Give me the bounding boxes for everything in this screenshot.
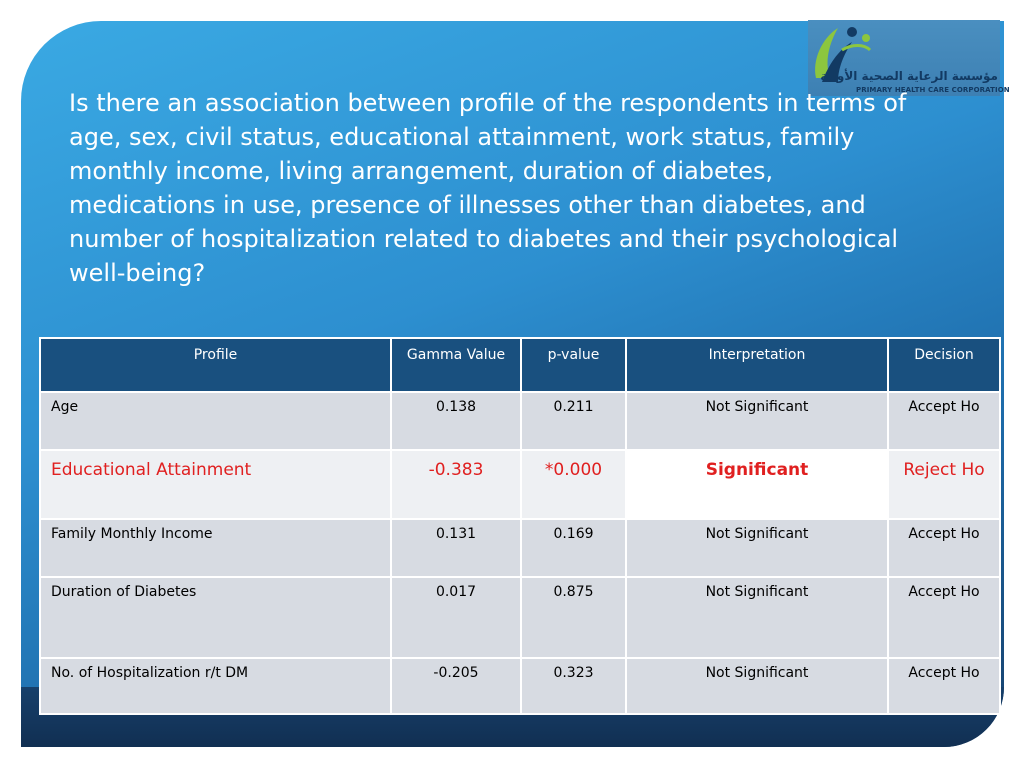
cell-decision: Accept Ho	[888, 658, 1000, 714]
cell-decision: Accept Ho	[888, 577, 1000, 658]
cell-gamma: -0.205	[391, 658, 521, 714]
cell-profile: Family Monthly Income	[40, 519, 391, 577]
cell-gamma: 0.138	[391, 392, 521, 450]
logo-arabic-name: مؤسسة الرعاية الصحية الأولية	[820, 69, 998, 83]
cell-gamma: 0.131	[391, 519, 521, 577]
header-decision: Decision	[888, 338, 1000, 392]
cell-profile: No. of Hospitalization r/t DM	[40, 658, 391, 714]
table-row	[40, 519, 1000, 577]
header-p-value: p-value	[521, 338, 626, 392]
header-gamma-value: Gamma Value	[391, 338, 521, 392]
cell-p-value: 0.323	[521, 658, 626, 714]
phcc-logo-icon	[808, 20, 1010, 96]
cell-interpretation: Not Significant	[626, 392, 888, 450]
cell-interpretation: Not Significant	[626, 658, 888, 714]
cell-gamma: -0.383	[391, 450, 521, 519]
cell-profile: Duration of Diabetes	[40, 577, 391, 658]
table-row	[40, 658, 1000, 714]
results-table	[39, 337, 1001, 715]
phcc-logo	[808, 20, 1010, 96]
cell-gamma: 0.017	[391, 577, 521, 658]
cell-decision: Accept Ho	[888, 392, 1000, 450]
logo-english-name: PRIMARY HEALTH CARE CORPORATION	[856, 86, 1010, 94]
header-profile: Profile	[40, 338, 391, 392]
table-header-row	[40, 338, 1000, 392]
cell-interpretation: Significant	[626, 450, 888, 519]
cell-interpretation: Not Significant	[626, 519, 888, 577]
cell-interpretation: Not Significant	[626, 577, 888, 658]
cell-decision: Accept Ho	[888, 519, 1000, 577]
cell-p-value: 0.875	[521, 577, 626, 658]
cell-p-value: 0.169	[521, 519, 626, 577]
cell-profile: Educational Attainment	[40, 450, 391, 519]
table-row-highlighted	[40, 450, 1000, 519]
header-interpretation: Interpretation	[626, 338, 888, 392]
research-question: Is there an association between profile of the respondents in terms of age, sex, civil status, educational attainment, work status, family monthly income, living arrangement, duration of diabetes, medications in use, presence of illnesses other than diabetes, and number of hospitalization related to diabetes and their psychological well-being?	[69, 89, 907, 287]
cell-p-value: *0.000	[521, 450, 626, 519]
table-row	[40, 577, 1000, 658]
table-row	[40, 392, 1000, 450]
cell-profile: Age	[40, 392, 391, 450]
cell-p-value: 0.211	[521, 392, 626, 450]
cell-decision: Reject Ho	[888, 450, 1000, 519]
